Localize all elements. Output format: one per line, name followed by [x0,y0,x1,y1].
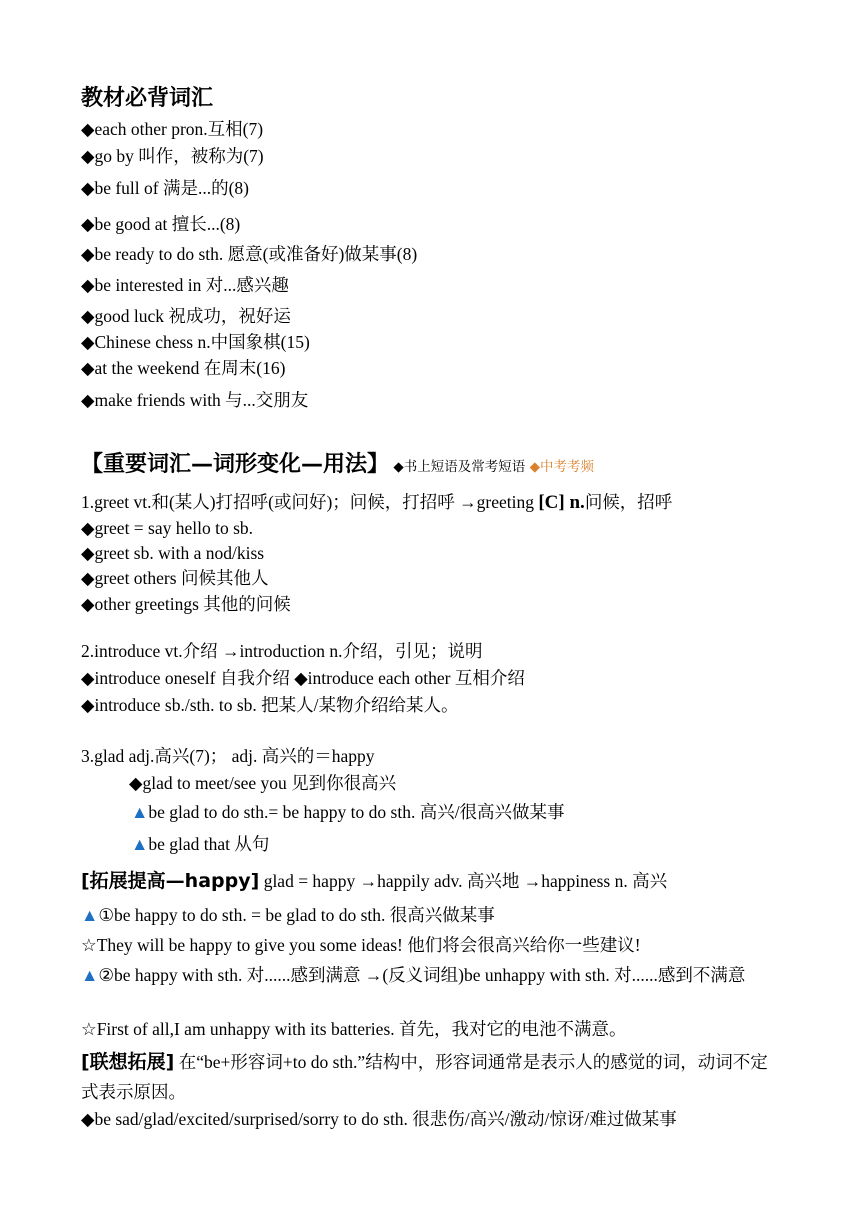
phrase-item: ◆introduce oneself 自我介绍 ◆introduce each other 互相介绍 [81,668,525,688]
phrase-item: ◆introduce sb./sth. to sb. 把某人/某物介绍给某人。 [81,695,459,715]
vocab-item: ◆Chinese chess n.中国象棋(15) [81,332,310,352]
triangle-icon: ▲ [81,965,99,985]
expand-happy-heading [81,870,667,892]
phrase-item: ◆greet sb. with a nod/kiss [81,543,265,563]
expand-text: glad = happy →happily adv. 高兴地 →happiness n. 高兴 [259,871,668,891]
expand-label: [拓展提高—happy] [81,870,260,892]
triangle-icon: ▲ [131,802,149,822]
vocab-item: ◆be full of 满是...的(8) [81,178,250,198]
greet-definition: 1.greet vt.和(某人)打招呼(或问好)；问候，打招呼 →greeting [81,492,539,512]
example-sentence: ☆First of all,I am unhappy with its batteries. 首先，我对它的电池不满意。 [81,1019,627,1039]
vocab-item: ◆make friends with 与...交朋友 [81,390,309,410]
association-label: [联想拓展] [81,1051,175,1073]
phrase-item: ◆greet others 问候其他人 [81,568,269,588]
phrase-text: ①be happy to do sth. = be glad to do sth. 很高兴做某事 [98,905,495,925]
triangle-icon: ▲ [81,905,99,925]
section-header [81,451,594,479]
association-text: 在“be+形容词+to do sth.”结构中，形容词通常是表示人的感觉的词，动词不定式表示原因。 [81,1052,768,1102]
vocab-item: ◆go by 叫作，被称为(7) [81,146,264,166]
section-title-important-vocabulary: 【重要词汇—词形变化—用法】 [81,452,390,477]
vocab-item: ◆each other pron.互相(7) [81,119,264,139]
phrase-item [81,904,495,926]
vocab-item: ◆be good at 擅长...(8) [81,214,241,234]
greet-part-of-speech: [C] n. [538,492,585,513]
association-note [81,1047,781,1107]
phrase-item: ◆other greetings 其他的问候 [81,594,291,614]
vocab-item: ◆be ready to do sth. 愿意(或准备好)做某事(8) [81,244,418,264]
phrase-item: ◆glad to meet/see you 见到你很高兴 [129,773,397,793]
phrase-item [81,962,781,989]
legend-exam-frequency: ◆中考考频 [529,459,595,475]
phrase-text: be glad that 从句 [148,834,270,854]
phrase-item [131,833,269,855]
vocab-item: ◆at the weekend 在周末(16) [81,358,286,378]
vocab-item: ◆good luck 祝成功，祝好运 [81,306,291,326]
triangle-icon: ▲ [131,834,149,854]
phrase-text: ②be happy with sth. 对......感到满意 →(反义词组)be unhappy with sth. 对......感到不满意 [98,965,746,985]
entry-greet-heading [81,491,672,514]
entry-introduce-heading: 2.introduce vt.介绍 →introduction n.介绍，引见；说明 [81,641,483,661]
vocab-item: ◆be interested in 对...感兴趣 [81,275,289,295]
phrase-item: ◆be sad/glad/excited/surprised/sorry to do sth. 很悲伤/高兴/激动/惊讶/难过做某事 [81,1109,677,1129]
entry-glad-heading: 3.glad adj.高兴(7)； adj. 高兴的＝happy [81,746,375,766]
phrase-item [131,801,565,823]
phrase-item: ◆greet = say hello to sb. [81,518,254,538]
greeting-meaning: 问候，招呼 [584,492,673,512]
phrase-text: be glad to do sth.= be happy to do sth. 高兴/很高兴做某事 [148,802,565,822]
example-sentence: ☆They will be happy to give you some ideas! 他们将会很高兴给你一些建议! [81,935,641,955]
section-title-core-vocabulary: 教材必背词汇 [81,86,214,111]
legend-textbook-phrases: ◆书上短语及常考短语 [393,459,526,475]
